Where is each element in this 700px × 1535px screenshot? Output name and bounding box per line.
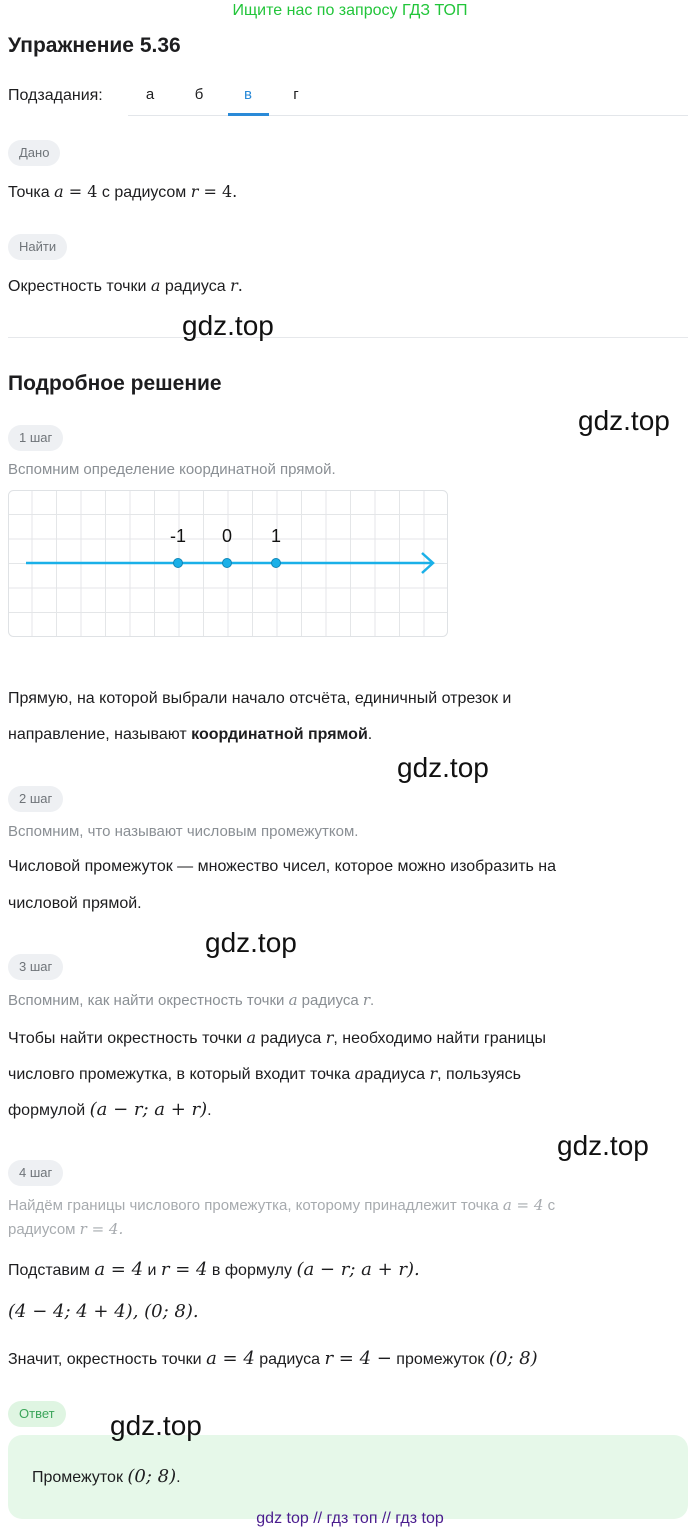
step4-line1: Подставим a = 4 и r = 4 в формулу (a − r; a + r). (8, 1259, 420, 1280)
page-title: Упражнение 5.36 (8, 34, 181, 57)
step4-line2: (4 − 4; 4 + 4), (0; 8). (8, 1301, 199, 1322)
step3-line3: формулой (a − r; a + r). (8, 1099, 212, 1120)
step2-hint: Вспомним, что называют числовым промежутком. (8, 823, 359, 840)
step1-badge: 1 шаг (8, 425, 63, 451)
watermark: gdz.top (110, 1410, 202, 1441)
find-badge: Найти (8, 234, 67, 260)
step4-hint-line2: радиусом r = 4. (8, 1220, 124, 1238)
step3-hint: Вспомним, как найти окрестность точки a радиуса r. (8, 991, 375, 1009)
watermark: gdz.top (205, 927, 297, 958)
given-badge: Дано (8, 140, 60, 166)
step4-hint-line1: Найдём границы числового промежутка, которому принадлежит точка a = 4 с (8, 1196, 556, 1214)
solution-title: Подробное решение (8, 372, 222, 395)
step2-line2: числовой прямой. (8, 895, 142, 912)
find-text: Окрестность точки a радиуса r. (8, 276, 243, 295)
coordinate-line-figure (8, 490, 448, 637)
tick-label-zero: 0 (221, 526, 233, 546)
tab-a[interactable]: а (145, 86, 155, 103)
tick-label-minus-one: -1 (169, 526, 187, 546)
step2-badge: 2 шаг (8, 786, 63, 812)
answer-badge: Ответ (8, 1401, 66, 1427)
step1-line2: направление, называют координатной прямой. (8, 726, 373, 743)
given-text: Точка a = 4 с радиусом r = 4. (8, 182, 238, 201)
watermark: gdz.top (397, 752, 489, 783)
watermark: gdz.top (578, 405, 670, 436)
step2-line1: Числовой промежуток — множество чисел, которое можно изобразить на (8, 858, 557, 875)
coordinate-line-svg (8, 490, 448, 637)
step3-line1: Чтобы найти окрестность точки a радиуса r, необходимо найти границы (8, 1028, 546, 1047)
answer-text: Промежуток (0; 8). (32, 1466, 181, 1487)
step1-hint: Вспомним определение координатной прямой. (8, 461, 336, 478)
tab-b[interactable]: б (194, 86, 204, 103)
watermark: gdz.top (557, 1130, 649, 1161)
section-divider (8, 337, 688, 338)
point-zero (223, 559, 232, 568)
step3-badge: 3 шаг (8, 954, 63, 980)
point-minus-one (174, 559, 183, 568)
point-one (272, 559, 281, 568)
search-banner: Ищите нас по запросу ГДЗ ТОП (232, 2, 468, 19)
tick-label-one: 1 (270, 526, 282, 546)
tab-g[interactable]: г (293, 86, 299, 103)
watermark: gdz.top (182, 310, 274, 341)
tabs-divider (128, 115, 688, 116)
subtasks-label: Подзадания: (8, 87, 103, 104)
step3-line2: числовго промежутка, в который входит точка aрадиуса r, пользуясь (8, 1064, 521, 1083)
step1-line1: Прямую, на которой выбрали начало отсчёта, единичный отрезок и (8, 690, 512, 707)
footer-links[interactable]: gdz top // гдз топ // гдз top (256, 1510, 444, 1527)
step4-badge: 4 шаг (8, 1160, 63, 1186)
active-tab-indicator (228, 113, 269, 116)
step4-line3: Значит, окрестность точки a = 4 радиуса r = 4 − промежуток (0; 8) (8, 1348, 538, 1369)
tab-v[interactable]: в (244, 86, 252, 103)
